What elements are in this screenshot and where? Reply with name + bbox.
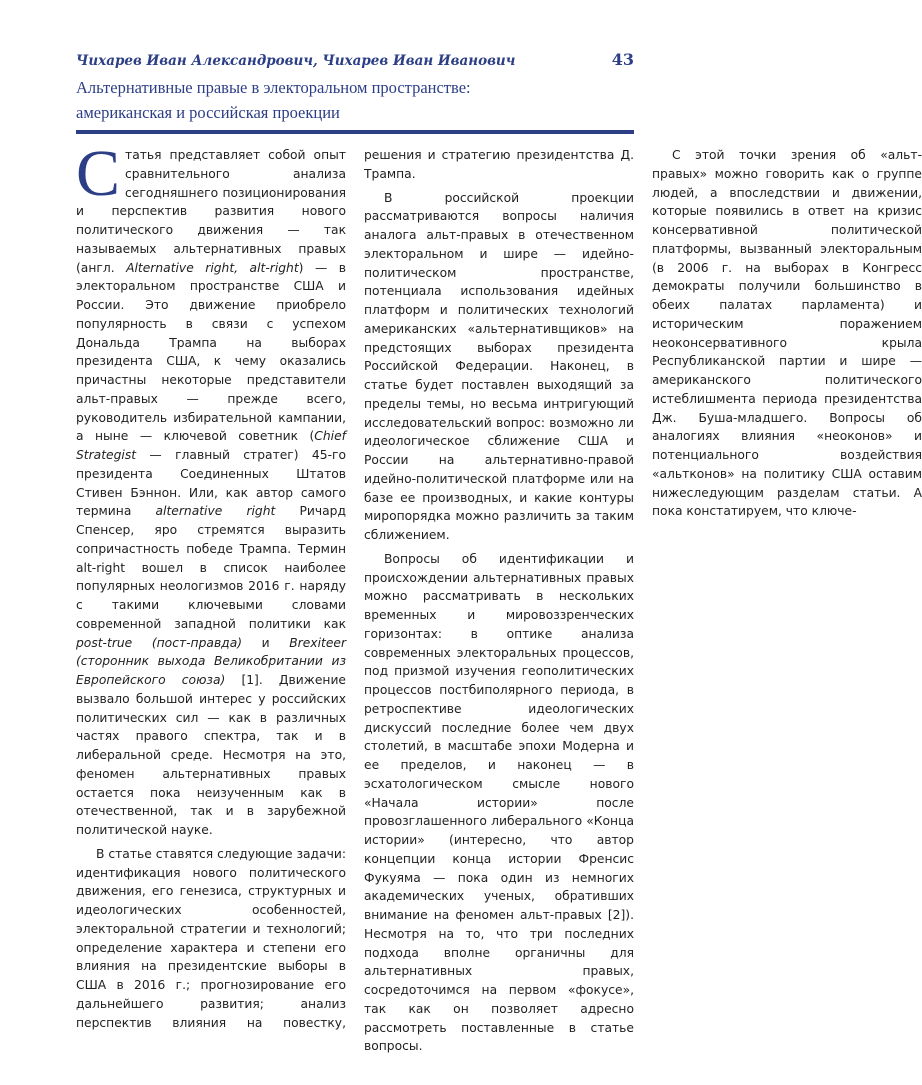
article-title bbox=[76, 75, 634, 125]
p1-text-1: татья представляет собой опыт сравнительного анализа сегодняшнего позиционирования и перспектив развития нового политического движения — так называемых альтернативных правых (англ. bbox=[76, 148, 346, 275]
authors: Чихарев Иван Александрович, Чихарев Иван Иванович bbox=[76, 53, 516, 69]
paragraph-4: Вопросы об идентификации и происхождении альтернативных правых можно рассматривать в нескольких временных и мировоззренческих горизонтах: в оптике анализа современных электоральных процессов, под призмой изучения геополитических процессов постбиполярного периода, в ретроспективе идеологических дискуссий последние более чем двух столетий, в масштабе эпохи Модерна и ее пределов, и наконец — в эсхатологическом смысле нового «Начала истории» после провозглашенного либерального «Конца истории» (интересно, что автор концепции конца истории Френсис Фукуяма — пока один из немногих академических ученых, обративших внимание на феномен альт-правых [2]). Несмотря на то, что три последних подхода вполне органичны для альтернативных правых, сосредоточимся на первом «фокусе», так как он позволяет адресно рассмотреть поставленные в статье вопросы. bbox=[364, 551, 634, 1054]
p1-italic-5: Brexiteer (сторонник выхода Великобритании из Европейского союза) bbox=[76, 635, 347, 687]
article-body bbox=[76, 137, 922, 1058]
p1-italic-1: Alternative right, alt-right bbox=[126, 260, 299, 275]
article-title-line-2: американская и российская проекции bbox=[76, 103, 340, 122]
p1-text-3: — главный стратег) 45-го президента Соединенных Штатов Стивен Бэннон. Или, как автор самого термина bbox=[76, 448, 346, 519]
paragraph-2: В статье ставятся следующие задачи: идентификация нового политического движения, его генезиса, структурных и идеологических особенностей, электоральной стратегии и технологий; определение характера и степени его влияния на президентские выборы в США в 2016 г.; прогнозирование его дальнейшего развития; анализ перспектив влияния на повестку, решения и стратегию президентства Д. Трампа. bbox=[76, 148, 634, 1030]
running-header bbox=[76, 50, 634, 125]
p1-text-2: ) — в электоральном пространстве США и России. Это движение приобрело популярность в связи с успехом Дональда Трампа на выборах президента США, к чему оказались причастны некоторые представители альт-правых — прежде всего, руководитель избирательной кампании, а ныне — ключевой советник ( bbox=[76, 260, 346, 444]
drop-cap: С bbox=[76, 137, 121, 210]
paragraph-1 bbox=[76, 137, 347, 840]
p1-text-4: Ричард Спенсер, яро стремятся выразить сопричастность победе Трампа. Термин alt-right вошел в список наиболее популярных неологизмов 2016 г. наряду с такими ключевыми словами современной западной политики как bbox=[76, 504, 346, 631]
article-title-line-1: Альтернативные правые в электоральном пространстве: bbox=[76, 78, 471, 97]
paragraph-3: В российской проекции рассматриваются вопросы наличия аналога альт-правых в отечественном электоральном и шире — идейно-политическом пространстве, потенциала использования идейных платформ и политических технологий американских «альтернативщиков» на предстоящих выборах президента Российской Федерации. Наконец, в статье будет поставлен выходящий за пределы темы, но весьма интригующий исследовательский вопрос: возможно ли идеологическое сближение США и России на альтернативно-правой идейно-политической платформе или на базе ее производных, и какие контуры миропорядка можно различить за таким сближением. bbox=[364, 190, 634, 542]
p1-italic-4: post-true (пост-правда) bbox=[76, 635, 243, 650]
paragraph-5: С этой точки зрения об «альт-правых» можно говорить как о группе людей, а впоследствии и движении, которые появились в ответ на кризис консервативной политической платформы, вызванный электоральным (в 2006 г. на выборах в Конгресс демократы получили большинство в обеих палатах парламента) и историческим поражением неоконсервативного крыла Республиканской партии и шире — американского политического истеблишмента периода президентства Дж. Буша-младшего. Вопросы об аналогиях влияния «неоконов» и потенциального воздействия «альтконов» на политику США оставим нижеследующим разделам статьи. А пока констатируем, что ключе- bbox=[652, 148, 922, 519]
p1-italic-3: alternative right bbox=[155, 504, 276, 519]
header-rule bbox=[76, 130, 634, 134]
p1-text-6: [1]. Движение вызвало большой интерес у российских политических сил — как в различных частях правого спектра, так и в либеральной среде. Несмотря на это, феномен альтернативных правых остается пока неизученным как в отечественной, так и в зарубежной политической науке. bbox=[76, 673, 346, 837]
page-number: 43 bbox=[611, 50, 634, 69]
p1-italic-2: Chief Strategist bbox=[76, 429, 346, 462]
header-row bbox=[76, 50, 634, 69]
p1-text-5: и bbox=[242, 635, 290, 650]
